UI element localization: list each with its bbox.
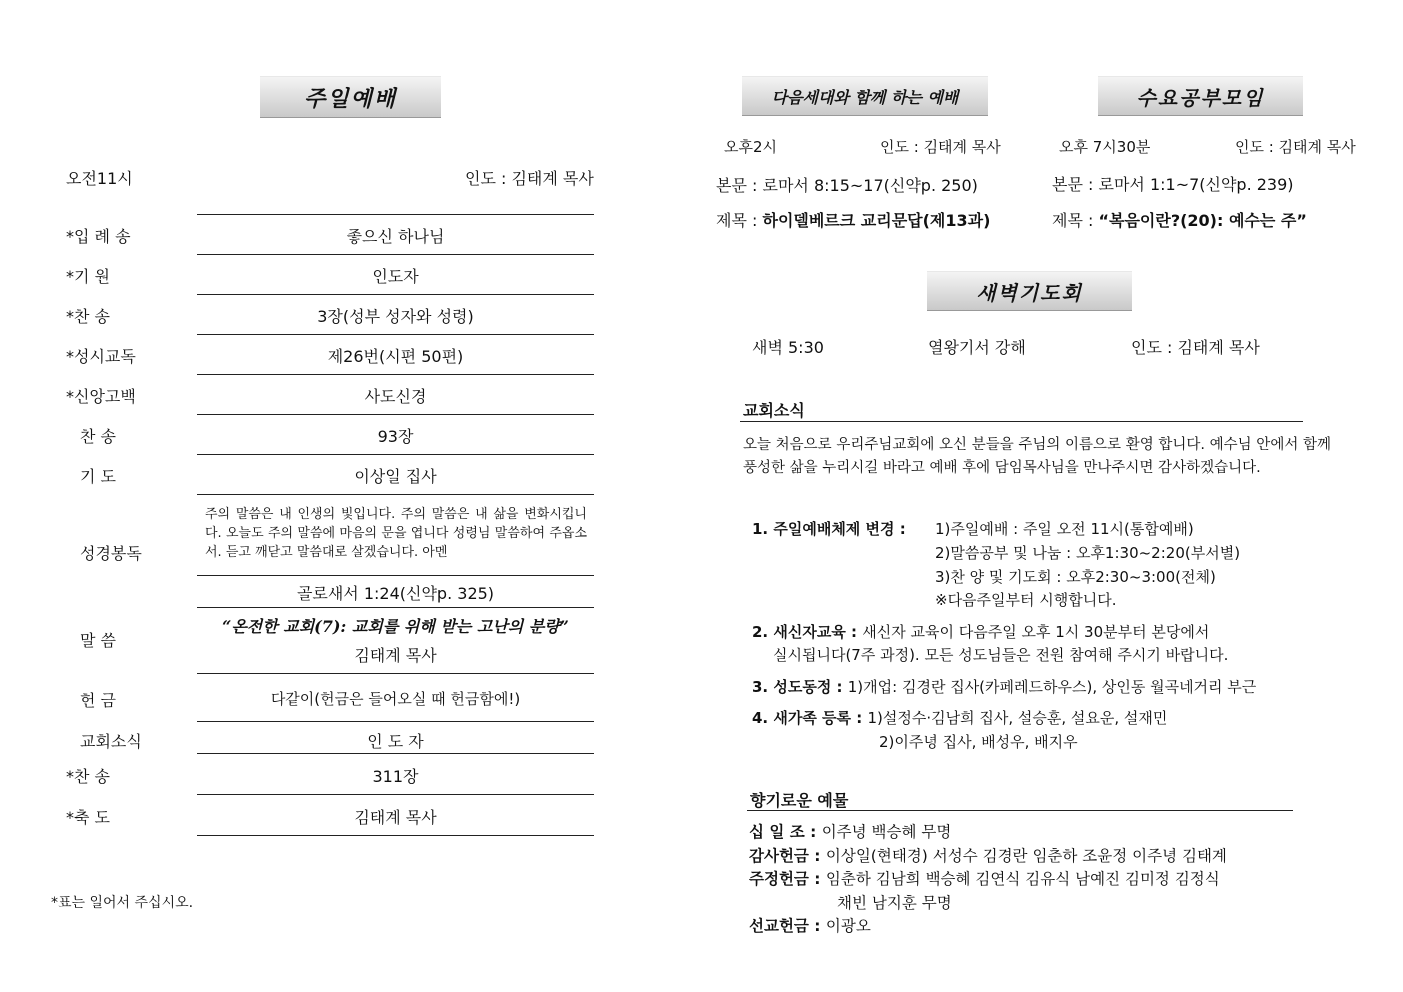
offering-row-label: 주정헌금 : bbox=[749, 870, 826, 888]
divider bbox=[197, 334, 594, 335]
offering-row bbox=[749, 844, 1227, 866]
news-item1-line: ※다음주일부터 시행합니다. bbox=[935, 591, 1117, 609]
offering-row-names: 이상일(현태경) 서성수 김경란 임춘하 조윤정 이주녕 김태계 bbox=[825, 847, 1227, 865]
row-label: *찬 송 bbox=[66, 767, 110, 786]
divider bbox=[197, 374, 594, 375]
nextgen-text bbox=[716, 173, 978, 196]
sermon-title: “온전한 교회(7): 교회를 위해 받는 고난의 분량” bbox=[222, 617, 569, 636]
row-label: *성시교독 bbox=[66, 347, 136, 366]
offering-row-label: 선교헌금 : bbox=[749, 917, 826, 935]
row-label: *기 원 bbox=[66, 267, 110, 286]
news-label: 교회소식 bbox=[80, 732, 142, 751]
news-heading: 교회소식 bbox=[743, 401, 805, 420]
news-item2-line2: 실시됩니다(7주 과정). 모든 성도님들은 전원 참여해 주시기 바랍니다. bbox=[773, 646, 1229, 664]
offering-row-label: 감사헌금 : bbox=[749, 847, 826, 865]
news-item2-line1: 새신자 교육이 다음주일 오후 1시 30분부터 본당에서 bbox=[862, 623, 1210, 641]
news-underline bbox=[740, 421, 1303, 422]
news-item3 bbox=[752, 676, 1256, 697]
divider bbox=[197, 575, 594, 576]
reading-prayer: 주의 말씀은 내 인생의 빛입니다. 주의 말씀은 내 삶을 변화시킵니다. 오늘도 주의 말씀에 마음의 문을 엽니다 성령님 말씀하여 주옵소서. 듣고 깨닫고 말씀대로 살겠습니다. 아멘 bbox=[205, 507, 587, 560]
row-value: 이상일 집사 bbox=[354, 467, 437, 486]
offering-row-continued: 채빈 남지훈 무명 bbox=[837, 894, 952, 912]
row-value: 인도자 bbox=[372, 267, 419, 286]
nextgen-topic-label: 제목 : bbox=[716, 211, 763, 230]
footnote: *표는 일어서 주십시오. bbox=[51, 895, 194, 911]
news-intro: 오늘 처음으로 우리주님교회에 오신 분들을 주님의 이름으로 환영 합니다. 예수님 안에서 함께 풍성한 삶을 누리시길 바라고 예배 후에 담임목사님을 만나주시면 감사하겠습니다. bbox=[743, 437, 1331, 476]
service-leader: 인도 : 김태계 목사 bbox=[465, 169, 594, 188]
wednesday-leader: 인도 : 김태계 목사 bbox=[1235, 138, 1356, 156]
divider bbox=[197, 607, 594, 608]
divider bbox=[197, 673, 594, 674]
row-value: 3장(성부 성자와 성령) bbox=[317, 307, 474, 326]
row-label: *입 례 송 bbox=[66, 227, 131, 246]
wednesday-text-label: 본문 : bbox=[1052, 175, 1099, 194]
news-item2-label: 2. 새신자교육 : bbox=[752, 623, 863, 641]
nextgen-text-value: 로마서 8:15~17(신약p. 250) bbox=[762, 176, 978, 195]
divider bbox=[197, 294, 594, 295]
wednesday-topic bbox=[1052, 208, 1307, 231]
row-label: 기 도 bbox=[80, 467, 116, 486]
news-item1-label: 1. 주일예배체제 변경 : bbox=[752, 520, 906, 538]
row-value: 좋으신 하나님 bbox=[346, 227, 445, 246]
row-label: *찬 송 bbox=[66, 307, 110, 326]
reading-label: 성경봉독 bbox=[80, 544, 142, 563]
offering-value: 다같이(헌금은 들어오실 때 헌금함에!) bbox=[270, 690, 521, 708]
offerings-underline bbox=[747, 810, 1293, 811]
nextgen-topic bbox=[716, 208, 990, 231]
row-value: 93장 bbox=[377, 427, 414, 446]
service-time: 오전11시 bbox=[66, 169, 133, 188]
news-value: 인 도 자 bbox=[367, 732, 424, 751]
offerings-heading: 향기로운 예물 bbox=[750, 791, 849, 810]
wednesday-text bbox=[1052, 172, 1294, 195]
divider bbox=[197, 454, 594, 455]
divider bbox=[197, 794, 594, 795]
sermon-preacher: 김태계 목사 bbox=[354, 646, 437, 665]
news-item4-label: 4. 새가족 등록 : bbox=[752, 709, 868, 727]
news-item4 bbox=[752, 707, 1167, 728]
sermon-label: 말 씀 bbox=[80, 631, 116, 650]
row-value: 311장 bbox=[372, 767, 419, 786]
wednesday-title: 수요공부모임 bbox=[1098, 76, 1303, 116]
offering-label: 헌 금 bbox=[80, 691, 116, 710]
news-item1-line: 2)말씀공부 및 나눔 : 오후1:30~2:20(부서별) bbox=[935, 544, 1241, 562]
divider bbox=[197, 214, 594, 215]
row-value: 제26번(시편 50편) bbox=[327, 347, 464, 366]
divider bbox=[197, 753, 594, 754]
news-item1-line: 1)주일예배 : 주일 오전 11시(통합예배) bbox=[935, 520, 1194, 538]
news-item3-label: 3. 성도동정 : bbox=[752, 678, 848, 696]
row-label: *축 도 bbox=[66, 808, 110, 827]
row-value: 김태계 목사 bbox=[354, 808, 437, 827]
nextgen-title: 다음세대와 함께 하는 예배 bbox=[742, 76, 988, 116]
nextgen-time: 오후2시 bbox=[724, 138, 778, 156]
row-label: 찬 송 bbox=[80, 427, 116, 446]
reading-verse: 골로새서 1:24(신약p. 325) bbox=[296, 584, 495, 603]
divider bbox=[197, 835, 594, 836]
row-label: *신앙고백 bbox=[66, 387, 136, 406]
dawn-leader: 인도 : 김태계 목사 bbox=[1131, 338, 1260, 357]
dawn-content: 열왕기서 강해 bbox=[928, 338, 1026, 357]
offering-row bbox=[749, 914, 871, 936]
offering-row bbox=[749, 867, 1220, 889]
news-item2 bbox=[752, 621, 1209, 642]
wednesday-text-value: 로마서 1:1~7(신약p. 239) bbox=[1098, 175, 1294, 194]
row-value: 사도신경 bbox=[364, 387, 427, 406]
news-item3-text: 1)개업: 김경란 집사(카페레드하우스), 상인동 월곡네거리 부근 bbox=[847, 678, 1257, 696]
wednesday-topic-label: 제목 : bbox=[1052, 211, 1099, 230]
divider bbox=[197, 254, 594, 255]
nextgen-text-label: 본문 : bbox=[716, 176, 763, 195]
divider bbox=[197, 494, 594, 495]
nextgen-topic-value: 하이델베르크 교리문답(제13과) bbox=[762, 211, 991, 230]
offering-row bbox=[749, 820, 951, 842]
offering-row-names: 이광오 bbox=[825, 917, 871, 935]
offering-row-names: 임춘하 김남희 백승혜 김연식 김유식 남예진 김미정 김정식 bbox=[825, 870, 1220, 888]
sunday-service-title: 주일예배 bbox=[260, 76, 441, 118]
wednesday-time: 오후 7시30분 bbox=[1059, 138, 1151, 156]
divider bbox=[197, 721, 594, 722]
dawn-time: 새벽 5:30 bbox=[752, 338, 824, 357]
dawn-title: 새벽기도회 bbox=[927, 271, 1132, 311]
offering-row-names: 이주녕 백승혜 무명 bbox=[821, 823, 952, 841]
news-item4-line1: 1)설정수·김남희 집사, 설승훈, 설요운, 설재민 bbox=[867, 709, 1168, 727]
wednesday-topic-value: “복음이란?(20): 예수는 주” bbox=[1098, 211, 1307, 230]
nextgen-leader: 인도 : 김태계 목사 bbox=[880, 138, 1001, 156]
divider bbox=[197, 414, 594, 415]
offering-row-label: 십 일 조 : bbox=[749, 823, 822, 841]
news-item4-line2: 2)이주녕 집사, 배성우, 배지우 bbox=[879, 733, 1078, 751]
news-item1-line: 3)찬 양 및 기도회 : 오후2:30~3:00(전체) bbox=[935, 568, 1216, 586]
